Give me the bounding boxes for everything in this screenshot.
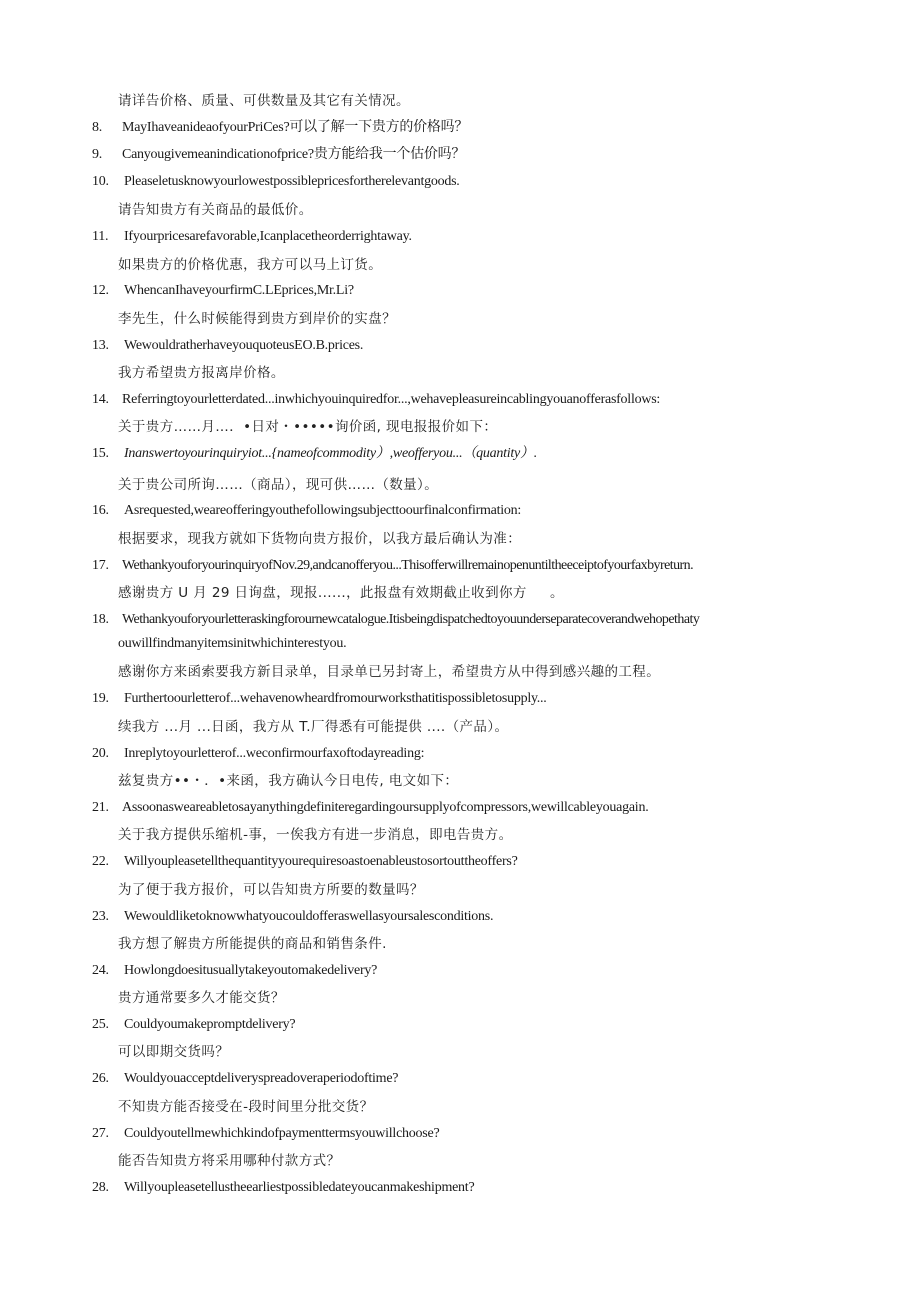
- line-text: 我方希望贵方报离岸价格。: [118, 365, 285, 381]
- chinese-line: [118, 364, 824, 382]
- line-text: Assoonasweareabletosayanythingdefiniteregardingoursupplyofcompressors,wewillcableyouagain.: [122, 800, 649, 815]
- numbered-line: [92, 908, 824, 926]
- line-text: 能否告知贵方将采用哪种付款方式？: [118, 1153, 341, 1169]
- line-text: 为了便于我方报价，可以告知贵方所要的数量吗？: [118, 882, 424, 898]
- numbered-line: [92, 962, 824, 980]
- chinese-line: [118, 476, 824, 494]
- item-number: 25.: [92, 1017, 109, 1032]
- line-text: 请详告价格、质量、可供数量及其它有关情况。: [118, 93, 410, 109]
- item-number: 24.: [92, 963, 109, 978]
- numbered-line: [92, 1125, 824, 1143]
- numbered-line: [92, 745, 824, 763]
- line-text: 关于我方提供乐缩机-事，一俟我方有进一步消息，即电告贵方。: [118, 827, 513, 843]
- item-number: 21.: [92, 800, 109, 815]
- chinese-line: [118, 935, 824, 953]
- line-text: Referringtoyourletterdated...inwhichyouinquiredfor...,wehavepleasureincablingyouanofferasfollows:: [122, 392, 661, 407]
- item-number: 10.: [92, 174, 109, 189]
- item-number: 9.: [92, 147, 102, 162]
- item-number: 15.: [92, 446, 109, 461]
- item-number: 18.: [92, 612, 109, 627]
- item-number: 20.: [92, 746, 109, 761]
- numbered-line: [92, 282, 824, 300]
- numbered-line: [92, 119, 824, 137]
- numbered-line: [92, 853, 824, 871]
- line-text: Inreplytoyourletterof...weconfirmourfaxoftodayreading:: [124, 746, 425, 761]
- chinese-line: [118, 989, 824, 1007]
- numbered-line: [92, 502, 824, 520]
- numbered-line: [92, 799, 824, 817]
- item-number: 19.: [92, 691, 109, 706]
- item-number: 27.: [92, 1126, 109, 1141]
- item-number: 23.: [92, 909, 109, 924]
- line-text: WethankyouforyourinquiryofNov.29,andcanofferyou...Thisofferwillremainopenuntiltheeceiptofyourfaxbyreturn.: [122, 558, 694, 573]
- line-text: Willyoupleasetellustheearliestpossibledateyoucanmakeshipment?: [124, 1180, 475, 1195]
- chinese-line: [118, 92, 824, 110]
- line-text: Willyoupleasetellthequantityyourequiresoastoenableustosortouttheoffers?: [124, 854, 518, 869]
- line-text: MayIhaveanideaofyourPriCes?可以了解一下贵方的价格吗？: [122, 120, 469, 135]
- chinese-line: [118, 1043, 824, 1061]
- chinese-line: [118, 584, 824, 602]
- numbered-line: [92, 391, 824, 409]
- chinese-line: [118, 256, 824, 274]
- line-text: Wewouldliketoknowwhatyoucouldofferaswellasyoursalesconditions.: [124, 909, 494, 924]
- line-text: Canyougivemeanindicationofprice?贵方能给我一个估价吗？: [122, 147, 466, 162]
- line-text: WewouldratherhaveyouquoteusEO.B.prices.: [124, 338, 364, 353]
- item-number: 13.: [92, 338, 109, 353]
- line-text: 李先生，什么时候能得到贵方到岸价的实盘？: [118, 311, 396, 327]
- line-text: 如果贵方的价格优惠，我方可以马上订货。: [118, 257, 383, 273]
- item-number: 16.: [92, 503, 109, 518]
- item-number: 14.: [92, 392, 109, 407]
- line-text: 请告知贵方有关商品的最低价。: [118, 202, 313, 218]
- numbered-line: [92, 690, 824, 708]
- line-text: 我方想了解贵方所能提供的商品和销售条件.: [118, 936, 387, 952]
- chinese-line: [118, 1152, 824, 1170]
- line-text: Pleaseletusknowyourlowestpossiblepricesfortherelevantgoods.: [124, 174, 460, 189]
- line-text: 根据要求，现我方就如下货物向贵方报价，以我方最后确认为准：: [118, 531, 522, 547]
- chinese-line: [118, 663, 824, 681]
- chinese-line: [118, 718, 824, 736]
- line-text: Wethankyouforyourletteraskingforournewcatalogue.Itisbeingdispatchedtoyouunderseparatecoverandwehopethaty: [122, 612, 700, 627]
- numbered-line: [92, 557, 824, 575]
- chinese-line: [118, 310, 824, 328]
- line-text: 贵方通常要多久才能交货？: [118, 990, 285, 1006]
- item-number: 8.: [92, 120, 102, 135]
- item-number: 22.: [92, 854, 109, 869]
- numbered-line: [92, 146, 824, 164]
- chinese-line: [118, 201, 824, 219]
- line-text: 关于贵公司所询……（商品），现可供……（数量）。: [118, 477, 439, 493]
- line-text: 可以即期交货吗？: [118, 1044, 230, 1060]
- line-text: 兹复贵方••・．•来函，我方确认今日电传, 电文如下：: [118, 773, 459, 789]
- chinese-line: [118, 772, 824, 790]
- line-text: Asrequested,weareofferingyouthefollowingsubjecttoourfinalconfirmation:: [124, 503, 522, 518]
- line-text: 不知贵方能否接受在-段时间里分批交货？: [118, 1099, 374, 1115]
- line-text: Couldyoumakepromptdelivery?: [124, 1017, 296, 1032]
- chinese-line: [118, 1098, 824, 1116]
- chinese-line: [118, 418, 824, 436]
- line-text: Inanswertoyourinquiryiot...{nameofcommodity）,weofferyou...（quantity）.: [124, 446, 537, 461]
- numbered-line: [92, 445, 824, 463]
- line-text: 续我方 ...月 ...日函，我方从 T.厂得悉有可能提供 ....（产品）。: [118, 719, 509, 735]
- chinese-line: [118, 881, 824, 899]
- chinese-line: [118, 826, 824, 844]
- numbered-line: [92, 1070, 824, 1088]
- line-text: 感谢你方来函索要我方新目录单，目录单已另封寄上，希望贵方从中得到感兴趣的工程。: [118, 664, 661, 680]
- item-number: 11.: [92, 229, 109, 244]
- line-text: Wouldyouacceptdeliveryspreadoveraperiodoftime?: [124, 1071, 399, 1086]
- wrapped-line: [118, 635, 824, 653]
- line-text: Furthertoourletterof...wehavenowheardfromourworksthatitispossibletosupply...: [124, 691, 547, 706]
- line-text: Howlongdoesitusuallytakeyoutomakedelivery?: [124, 963, 378, 978]
- numbered-line: [92, 1016, 824, 1034]
- numbered-line: [92, 1179, 824, 1197]
- chinese-line: [118, 530, 824, 548]
- item-number: 26.: [92, 1071, 109, 1086]
- numbered-line: [92, 228, 824, 246]
- numbered-line: [92, 173, 824, 191]
- line-text: 关于贵方……月…．•日对・•••••询价函, 现电报报价如下：: [118, 419, 498, 435]
- line-text: Ifyourpricesarefavorable,Icanplacetheorderrightaway.: [124, 229, 412, 244]
- item-number: 12.: [92, 283, 109, 298]
- line-text: 感谢贵方 U 月 29 日询盘，现报......，此报盘有效期截止收到你方 。: [118, 585, 564, 601]
- line-text: Couldyoutellmewhichkindofpaymenttermsyouwillchoose?: [124, 1126, 440, 1141]
- line-text: WhencanIhaveyourfirmC.LEprices,Mr.Li?: [124, 283, 354, 298]
- item-number: 17.: [92, 558, 109, 573]
- numbered-line: [92, 611, 824, 629]
- numbered-line: [92, 337, 824, 355]
- line-text: ouwillfindmanyitemsinitwhichinterestyou.: [118, 636, 347, 651]
- item-number: 28.: [92, 1180, 109, 1195]
